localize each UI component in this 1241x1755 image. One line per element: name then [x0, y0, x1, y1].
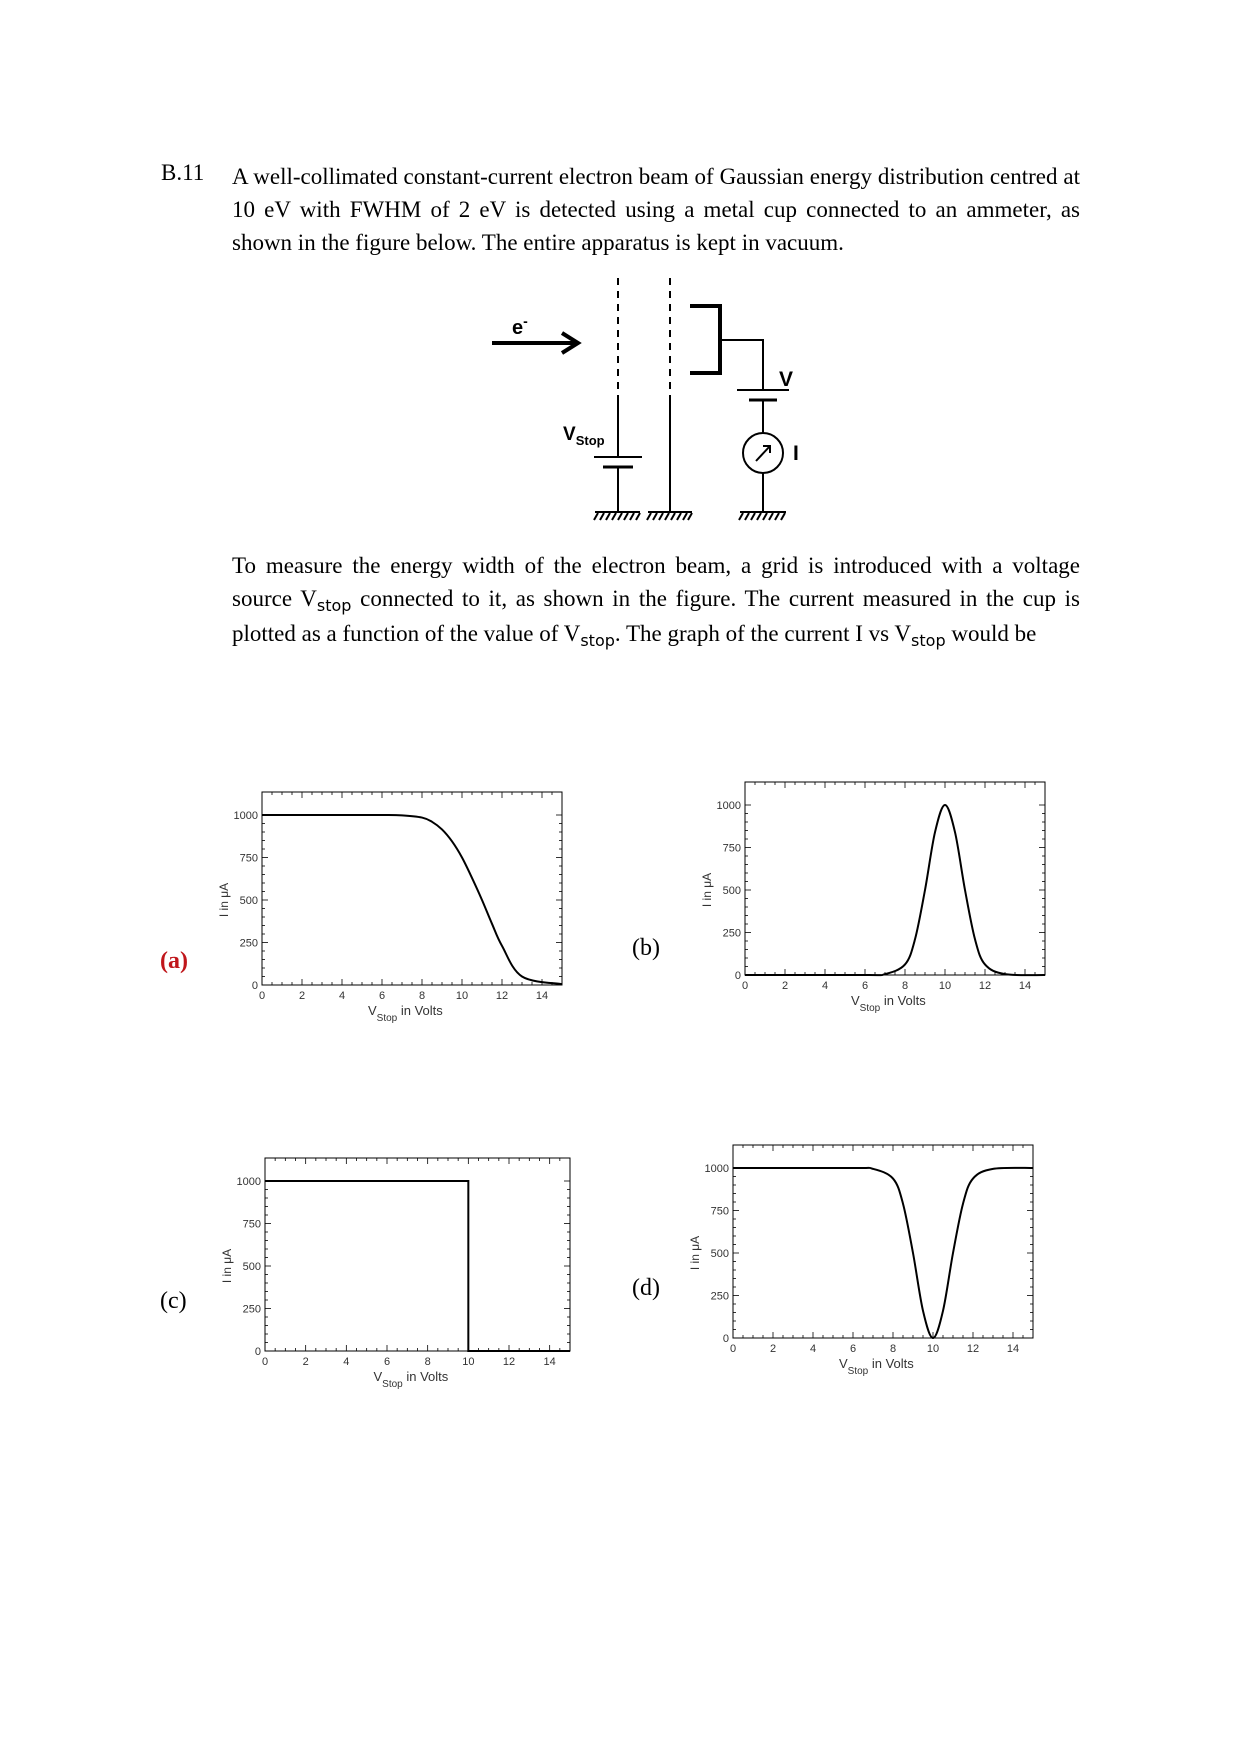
x-tick-label: 14 [535, 990, 549, 1002]
y-tick-label: 0 [734, 970, 741, 982]
y-tick-label: 250 [242, 1303, 261, 1316]
x-tick-label: 0 [258, 990, 266, 1002]
y-tick-label: 1000 [704, 1163, 729, 1175]
x-axis-label: $V_{Stop}$ in Volts [851, 993, 926, 1014]
y-tick-label: 0 [722, 1333, 729, 1345]
electron-label: e- [512, 313, 528, 339]
x-tick-label: 14 [543, 1356, 556, 1368]
y-tick-label: 500 [722, 885, 741, 897]
ground-symbol [647, 512, 692, 520]
x-tick-label: 0 [741, 980, 749, 992]
x-tick-label: 8 [901, 980, 909, 992]
cup-wire [720, 340, 763, 390]
vstop-label: $V_{Stop}$ [563, 424, 605, 448]
ammeter-needle-head [763, 446, 770, 453]
x-tick-label: 10 [926, 1343, 940, 1355]
question-intro: A well-collimated constant-current electron beam of Gaussian energy distribution centred at 10 eV with FWHM of 2 eV is detected using a metal cup connected to an ammeter, as shown in the figure below. The entire apparatus is kept in vacuum. [232, 164, 1080, 255]
ammeter [743, 433, 783, 473]
i-label: I [793, 442, 799, 465]
x-tick-label: 14 [1018, 980, 1032, 992]
x-tick-label: 12 [502, 1356, 516, 1368]
electron-arrowhead [562, 333, 578, 353]
plot-a [217, 792, 562, 1024]
y-tick-label: 0 [251, 980, 258, 992]
v-label: V [779, 368, 794, 391]
y-tick-label: 500 [242, 1261, 261, 1273]
y-axis-label: I in μA [700, 872, 714, 908]
x-tick-label: 4 [338, 990, 346, 1002]
x-tick-label: 12 [966, 1343, 980, 1355]
x-tick-label: 4 [821, 980, 829, 992]
x-tick-label: 10 [462, 1356, 475, 1368]
series-line [745, 805, 1045, 975]
option-b-label[interactable]: (b) [632, 935, 660, 961]
plot-frame [262, 792, 562, 985]
series-line [733, 1168, 1033, 1338]
series-line [262, 815, 562, 984]
ground-symbol [739, 512, 786, 520]
plot-b [700, 782, 1045, 1014]
y-tick-label: 500 [710, 1248, 729, 1260]
x-tick-label: 6 [861, 980, 869, 992]
x-tick-label: 14 [1006, 1343, 1020, 1355]
x-tick-label: 10 [455, 990, 469, 1002]
ground-symbol [594, 512, 640, 520]
y-tick-label: 750 [239, 852, 258, 865]
x-tick-label: 6 [383, 1356, 391, 1368]
x-tick-label: 12 [495, 990, 509, 1002]
x-tick-label: 4 [809, 1343, 817, 1355]
series-line [265, 1181, 570, 1351]
x-tick-label: 10 [938, 980, 952, 992]
y-axis-label: I in μA [220, 1248, 234, 1284]
x-tick-label: 2 [769, 1343, 777, 1355]
y-axis-label: I in μA [217, 882, 231, 918]
x-tick-label: 2 [302, 1356, 309, 1368]
y-tick-label: 1000 [716, 800, 741, 812]
y-tick-label: 750 [710, 1205, 729, 1218]
option-c-label[interactable]: (c) [160, 1288, 187, 1314]
ammeter-needle [756, 446, 770, 461]
option-d-label[interactable]: (d) [632, 1275, 660, 1301]
x-tick-label: 6 [378, 990, 386, 1002]
plot-frame [745, 782, 1045, 975]
plot-d [688, 1145, 1033, 1377]
y-tick-label: 1000 [236, 1176, 261, 1188]
y-tick-label: 250 [710, 1290, 729, 1303]
y-tick-label: 750 [722, 842, 741, 855]
x-tick-label: 4 [343, 1356, 350, 1368]
plot-c [220, 1158, 570, 1390]
y-tick-label: 250 [239, 937, 258, 950]
y-tick-label: 0 [254, 1346, 261, 1358]
question-number: B.11 [161, 160, 205, 185]
x-tick-label: 8 [889, 1343, 897, 1355]
y-tick-label: 750 [242, 1218, 261, 1231]
y-tick-label: 250 [722, 927, 741, 940]
y-tick-label: 1000 [233, 810, 258, 822]
option-a-label[interactable]: (a) [160, 948, 188, 974]
x-tick-label: 8 [424, 1356, 431, 1368]
metal-cup [690, 306, 720, 373]
question-body: To measure the energy width of the electron beam, a grid is introduced with a voltage source $V_{stop}$ connected to it, as shown in the figure. The current measured in the cup is plotted as a function of the value of $V_{stop}$. The graph of the current I vs $V_{stop}$ would be [232, 553, 1080, 650]
x-tick-label: 6 [849, 1343, 857, 1355]
x-axis-label: $V_{Stop}$ in Volts [373, 1369, 449, 1390]
x-tick-label: 2 [298, 990, 306, 1002]
x-tick-label: 0 [261, 1356, 269, 1368]
plot-frame [265, 1158, 570, 1351]
plot-frame [733, 1145, 1033, 1338]
x-tick-label: 2 [781, 980, 789, 992]
y-axis-label: I in μA [688, 1235, 702, 1271]
x-axis-label: $V_{Stop}$ in Volts [368, 1003, 443, 1024]
x-tick-label: 8 [418, 990, 426, 1002]
y-tick-label: 500 [239, 895, 258, 907]
x-axis-label: $V_{Stop}$ in Volts [839, 1356, 914, 1377]
x-tick-label: 0 [729, 1343, 737, 1355]
x-tick-label: 12 [978, 980, 992, 992]
